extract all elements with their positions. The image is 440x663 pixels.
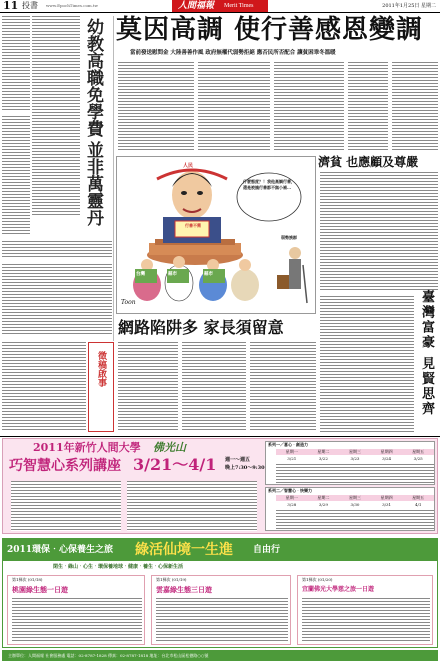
schedule-table-1-body bbox=[276, 464, 434, 484]
left-column bbox=[2, 16, 112, 338]
cartoon-sign-center2: 縣市 bbox=[168, 272, 177, 277]
schedule-table-2-title: 系列二／智慧心‧快樂力 bbox=[268, 488, 312, 493]
trip-3-date: 第1梯次 (01/20) bbox=[302, 577, 333, 582]
cartoon-crowd-banner: 人民 bbox=[183, 163, 194, 169]
left-article-body-3 bbox=[2, 241, 112, 259]
trip-banner-center: 綠活仙境一生進 bbox=[135, 542, 233, 558]
cartoon-signature: Toon bbox=[121, 299, 136, 306]
ad-top-rule bbox=[0, 436, 440, 437]
left-article-body-4 bbox=[2, 264, 112, 334]
schedule-header-cell: 星期四 bbox=[380, 495, 393, 500]
middle-article-text-1 bbox=[118, 342, 178, 432]
middle-article-text-3 bbox=[250, 342, 316, 432]
left-article-body-1 bbox=[32, 16, 80, 216]
schedule-table-1 bbox=[265, 441, 435, 485]
schedule-date-cell: 3/31 bbox=[382, 502, 392, 507]
ad-weekdays: 週一～週五 bbox=[225, 457, 251, 463]
left-article-body-2 bbox=[2, 116, 30, 236]
right-headline-1: 濟貧 也應顧及尊嚴 bbox=[318, 155, 419, 169]
main-article-text-3 bbox=[274, 62, 344, 152]
trip-banner-left: 2011環保‧心保養生之旅 bbox=[7, 545, 114, 555]
schedule-header-cell: 星期一 bbox=[285, 495, 298, 500]
schedule-table-2-dates bbox=[276, 502, 434, 508]
trip-2-date: 第1梯次 (01/19) bbox=[156, 577, 187, 582]
schedule-date-cell: 3/29 bbox=[318, 502, 328, 507]
masthead-brand-en: Merit Times bbox=[224, 3, 254, 9]
cartoon-speech: 什麼態度？！我他高調行善，還是被搞行善都不無小補… bbox=[243, 179, 295, 190]
trip-banner-right: 自由行 bbox=[253, 545, 281, 555]
schedule-date-cell: 3/28 bbox=[287, 502, 297, 507]
schedule-header-cell: 星期五 bbox=[412, 449, 425, 454]
trip-2-title: 雲嘉綠生態三日遊 bbox=[156, 585, 212, 594]
trip-ad bbox=[2, 538, 438, 648]
left-lower-box bbox=[88, 342, 114, 432]
ad-university-details-1 bbox=[11, 481, 121, 531]
trip-card-2 bbox=[151, 575, 291, 645]
left-lower-box-label: 徵稿啟事 bbox=[96, 351, 106, 387]
schedule-table-1-header bbox=[276, 449, 434, 455]
ad-fo-guang: 佛光山 bbox=[153, 441, 186, 454]
right-article-text-2 bbox=[320, 296, 414, 432]
cartoon-bag-label: 弱勢族群 bbox=[281, 235, 297, 240]
trip-1-details bbox=[12, 598, 142, 642]
main-article-text-4 bbox=[348, 62, 388, 152]
university-ad bbox=[2, 438, 438, 534]
schedule-header-cell: 星期三 bbox=[348, 449, 361, 454]
main-subhead: 當前發送慰問金 大陸善善作風 政府無權代弱勢拒絕 應否民所否配合 讓貧困乖冬溫暖 bbox=[130, 50, 336, 56]
trip-2-details bbox=[156, 598, 288, 642]
trip-1-date: 第1梯次 (01/18) bbox=[12, 577, 43, 582]
ad-university-details-2 bbox=[127, 481, 257, 531]
schedule-header-cell: 星期二 bbox=[317, 449, 330, 454]
schedule-date-cell: 3/21 bbox=[287, 456, 297, 461]
masthead-logo-band bbox=[172, 0, 268, 12]
issue-date: 2011年1月25日 星期二 bbox=[382, 3, 436, 9]
masthead-logo: 人間福報 bbox=[178, 1, 215, 11]
schedule-date-cell: 3/22 bbox=[318, 456, 328, 461]
editorial-cartoon bbox=[116, 156, 316, 314]
schedule-table-1-title: 系列一／喜心‧創造力 bbox=[268, 442, 308, 447]
schedule-date-cell: 3/30 bbox=[350, 502, 360, 507]
schedule-header-cell: 星期五 bbox=[412, 495, 425, 500]
right-article-text-1 bbox=[320, 172, 438, 292]
schedule-table-2-body bbox=[276, 510, 434, 530]
header-url: www.EpochTimes.com.tw bbox=[46, 3, 98, 8]
left-headline-2: 並非萬靈丹 bbox=[83, 141, 103, 226]
footer-strip bbox=[2, 650, 438, 661]
schedule-table-1-dates bbox=[276, 456, 434, 462]
column-rule-left bbox=[113, 16, 114, 341]
footer-text: 主辦單位：人間福報 社會服務處 電話：02-8787-1828 傳真：02-8787-1818 地址：台北市松山區松德路○○號 bbox=[8, 653, 209, 658]
trip-subline: 閑生‧綠山‧心生‧環保養地球‧健康‧養生‧心保新生活 bbox=[53, 564, 184, 570]
schedule-header-cell: 星期四 bbox=[380, 449, 393, 454]
trip-card-3 bbox=[297, 575, 433, 645]
schedule-table-2 bbox=[265, 487, 435, 531]
schedule-header-cell: 星期一 bbox=[285, 449, 298, 454]
masthead bbox=[0, 0, 440, 12]
trip-card-1 bbox=[7, 575, 145, 645]
ad-time: 晚上7:30～9:30 bbox=[225, 465, 265, 471]
schedule-date-cell: 3/25 bbox=[413, 456, 423, 461]
schedule-header-cell: 星期三 bbox=[348, 495, 361, 500]
schedule-table-2-header bbox=[276, 495, 434, 501]
cartoon-sign-center: 行善不需 bbox=[185, 223, 201, 228]
main-article-text-2 bbox=[198, 62, 270, 152]
schedule-date-cell: 3/24 bbox=[382, 456, 392, 461]
left-article-intro bbox=[2, 16, 30, 112]
schedule-date-cell: 4/1 bbox=[414, 502, 422, 507]
cartoon-sign-left: 台灣 bbox=[136, 272, 145, 277]
trip-1-title: 桃園綠生態一日遊 bbox=[12, 585, 68, 594]
ad-university-title: 2011年新竹人間大學 bbox=[33, 441, 141, 454]
main-article-text-1 bbox=[118, 62, 194, 152]
schedule-date-cell: 3/23 bbox=[350, 456, 360, 461]
left-headline-1: 幼教高職免學費 bbox=[83, 18, 103, 137]
ad-dates: 3/21～4/1 bbox=[133, 455, 217, 474]
page-number: 11 bbox=[3, 0, 19, 12]
main-headline: 莫因高調 使行善感恩變調 bbox=[116, 15, 424, 45]
trip-ad-banner bbox=[3, 539, 437, 561]
trip-3-title: 宜蘭佛光大學慈之旅一日遊 bbox=[302, 586, 375, 593]
left-lower-text bbox=[2, 342, 86, 432]
section-label: 投書 bbox=[22, 1, 38, 10]
cartoon-sign-right: 縣市 bbox=[204, 272, 213, 277]
ad-series-title: 巧智慧心系列講座 bbox=[9, 458, 121, 474]
middle-headline: 網路陷阱多 家長須留意 bbox=[118, 318, 284, 337]
right-column-text-top bbox=[392, 62, 438, 152]
schedule-header-cell: 星期二 bbox=[317, 495, 330, 500]
middle-article-text-2 bbox=[182, 342, 246, 432]
trip-3-details bbox=[302, 598, 430, 642]
right-headline-2: 臺灣富豪 見賢思齊 bbox=[419, 290, 434, 417]
